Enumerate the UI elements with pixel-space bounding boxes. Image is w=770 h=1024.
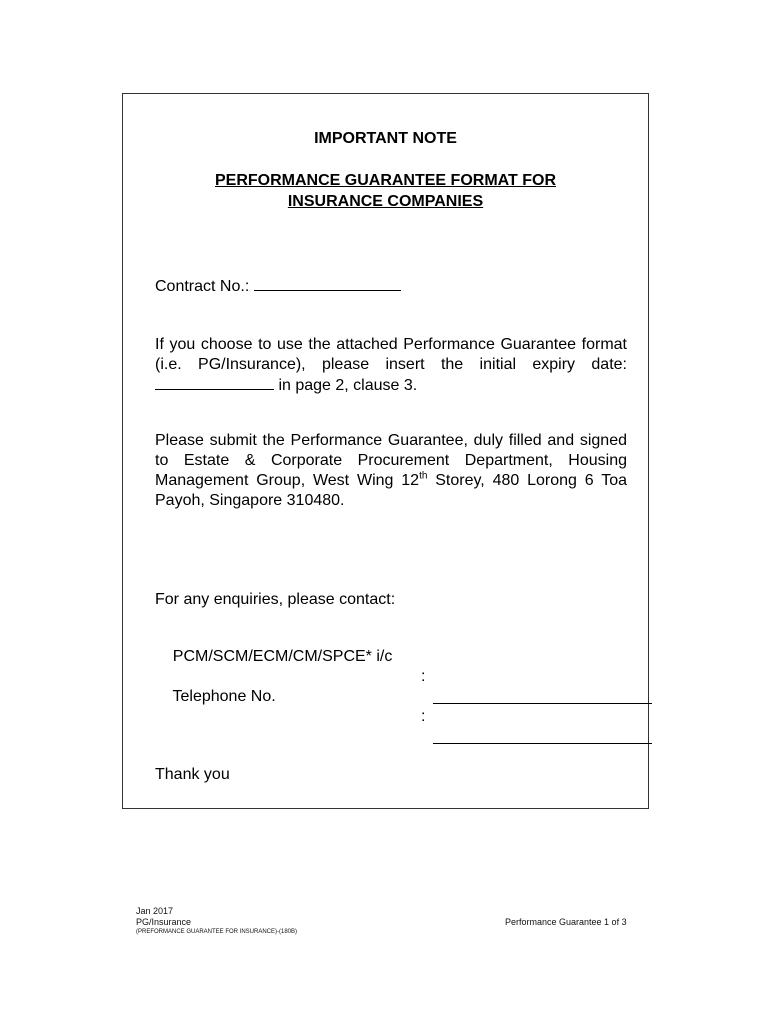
enquiry-intro: For any enquiries, please contact: <box>155 591 396 608</box>
expiry-instruction <box>155 335 627 396</box>
document-title <box>123 170 648 212</box>
submission-instruction <box>155 431 627 511</box>
contract-number-blank <box>254 276 401 291</box>
contract-number-line <box>155 276 627 297</box>
expiry-text-after: in page 2, clause 3. <box>274 377 418 394</box>
closing-text: Thank you <box>155 766 230 783</box>
important-note-box <box>122 93 649 809</box>
submit-ordinal-suffix: th <box>419 470 428 482</box>
telephone-row <box>155 667 426 767</box>
footer-left <box>136 906 297 937</box>
telephone-colon: : <box>421 708 426 725</box>
pcm-blank <box>433 687 652 704</box>
document-title-line2: INSURANCE COMPANIES <box>287 193 484 210</box>
submit-text-after: Storey, 480 Lorong 6 Toa Payoh, Singapore 310480. <box>155 472 627 509</box>
pcm-colon: : <box>421 668 426 685</box>
telephone-blank <box>433 727 652 744</box>
telephone-label: Telephone No. <box>172 688 276 705</box>
pcm-label: PCM/SCM/ECM/CM/SPCE* i/c <box>172 648 393 665</box>
footer-doc-ref: (PREFORMANCE GUARANTEE FOR INSURANCE)-(180B) <box>136 929 298 935</box>
note-heading: IMPORTANT NOTE <box>314 130 457 147</box>
expiry-text-before: If you choose to use the attached Performance Guarantee format (i.e. PG/Insurance), please insert the initial expiry date: <box>155 336 627 373</box>
expiry-date-blank <box>155 375 274 390</box>
footer-page-label: Performance Guarantee 1 of 3 <box>505 917 627 927</box>
contract-number-label: Contract No.: <box>155 278 254 295</box>
footer-doc-code: PG/Insurance <box>136 917 192 927</box>
document-title-line1: PERFORMANCE GUARANTEE FORMAT FOR <box>214 172 557 189</box>
footer-date: Jan 2017 <box>136 906 174 916</box>
submit-text-before: Please submit the Performance Guarantee, duly filled and signed to Estate & Corporate Procurement Department, Housing Management Group, West Wing 12 <box>155 432 627 489</box>
